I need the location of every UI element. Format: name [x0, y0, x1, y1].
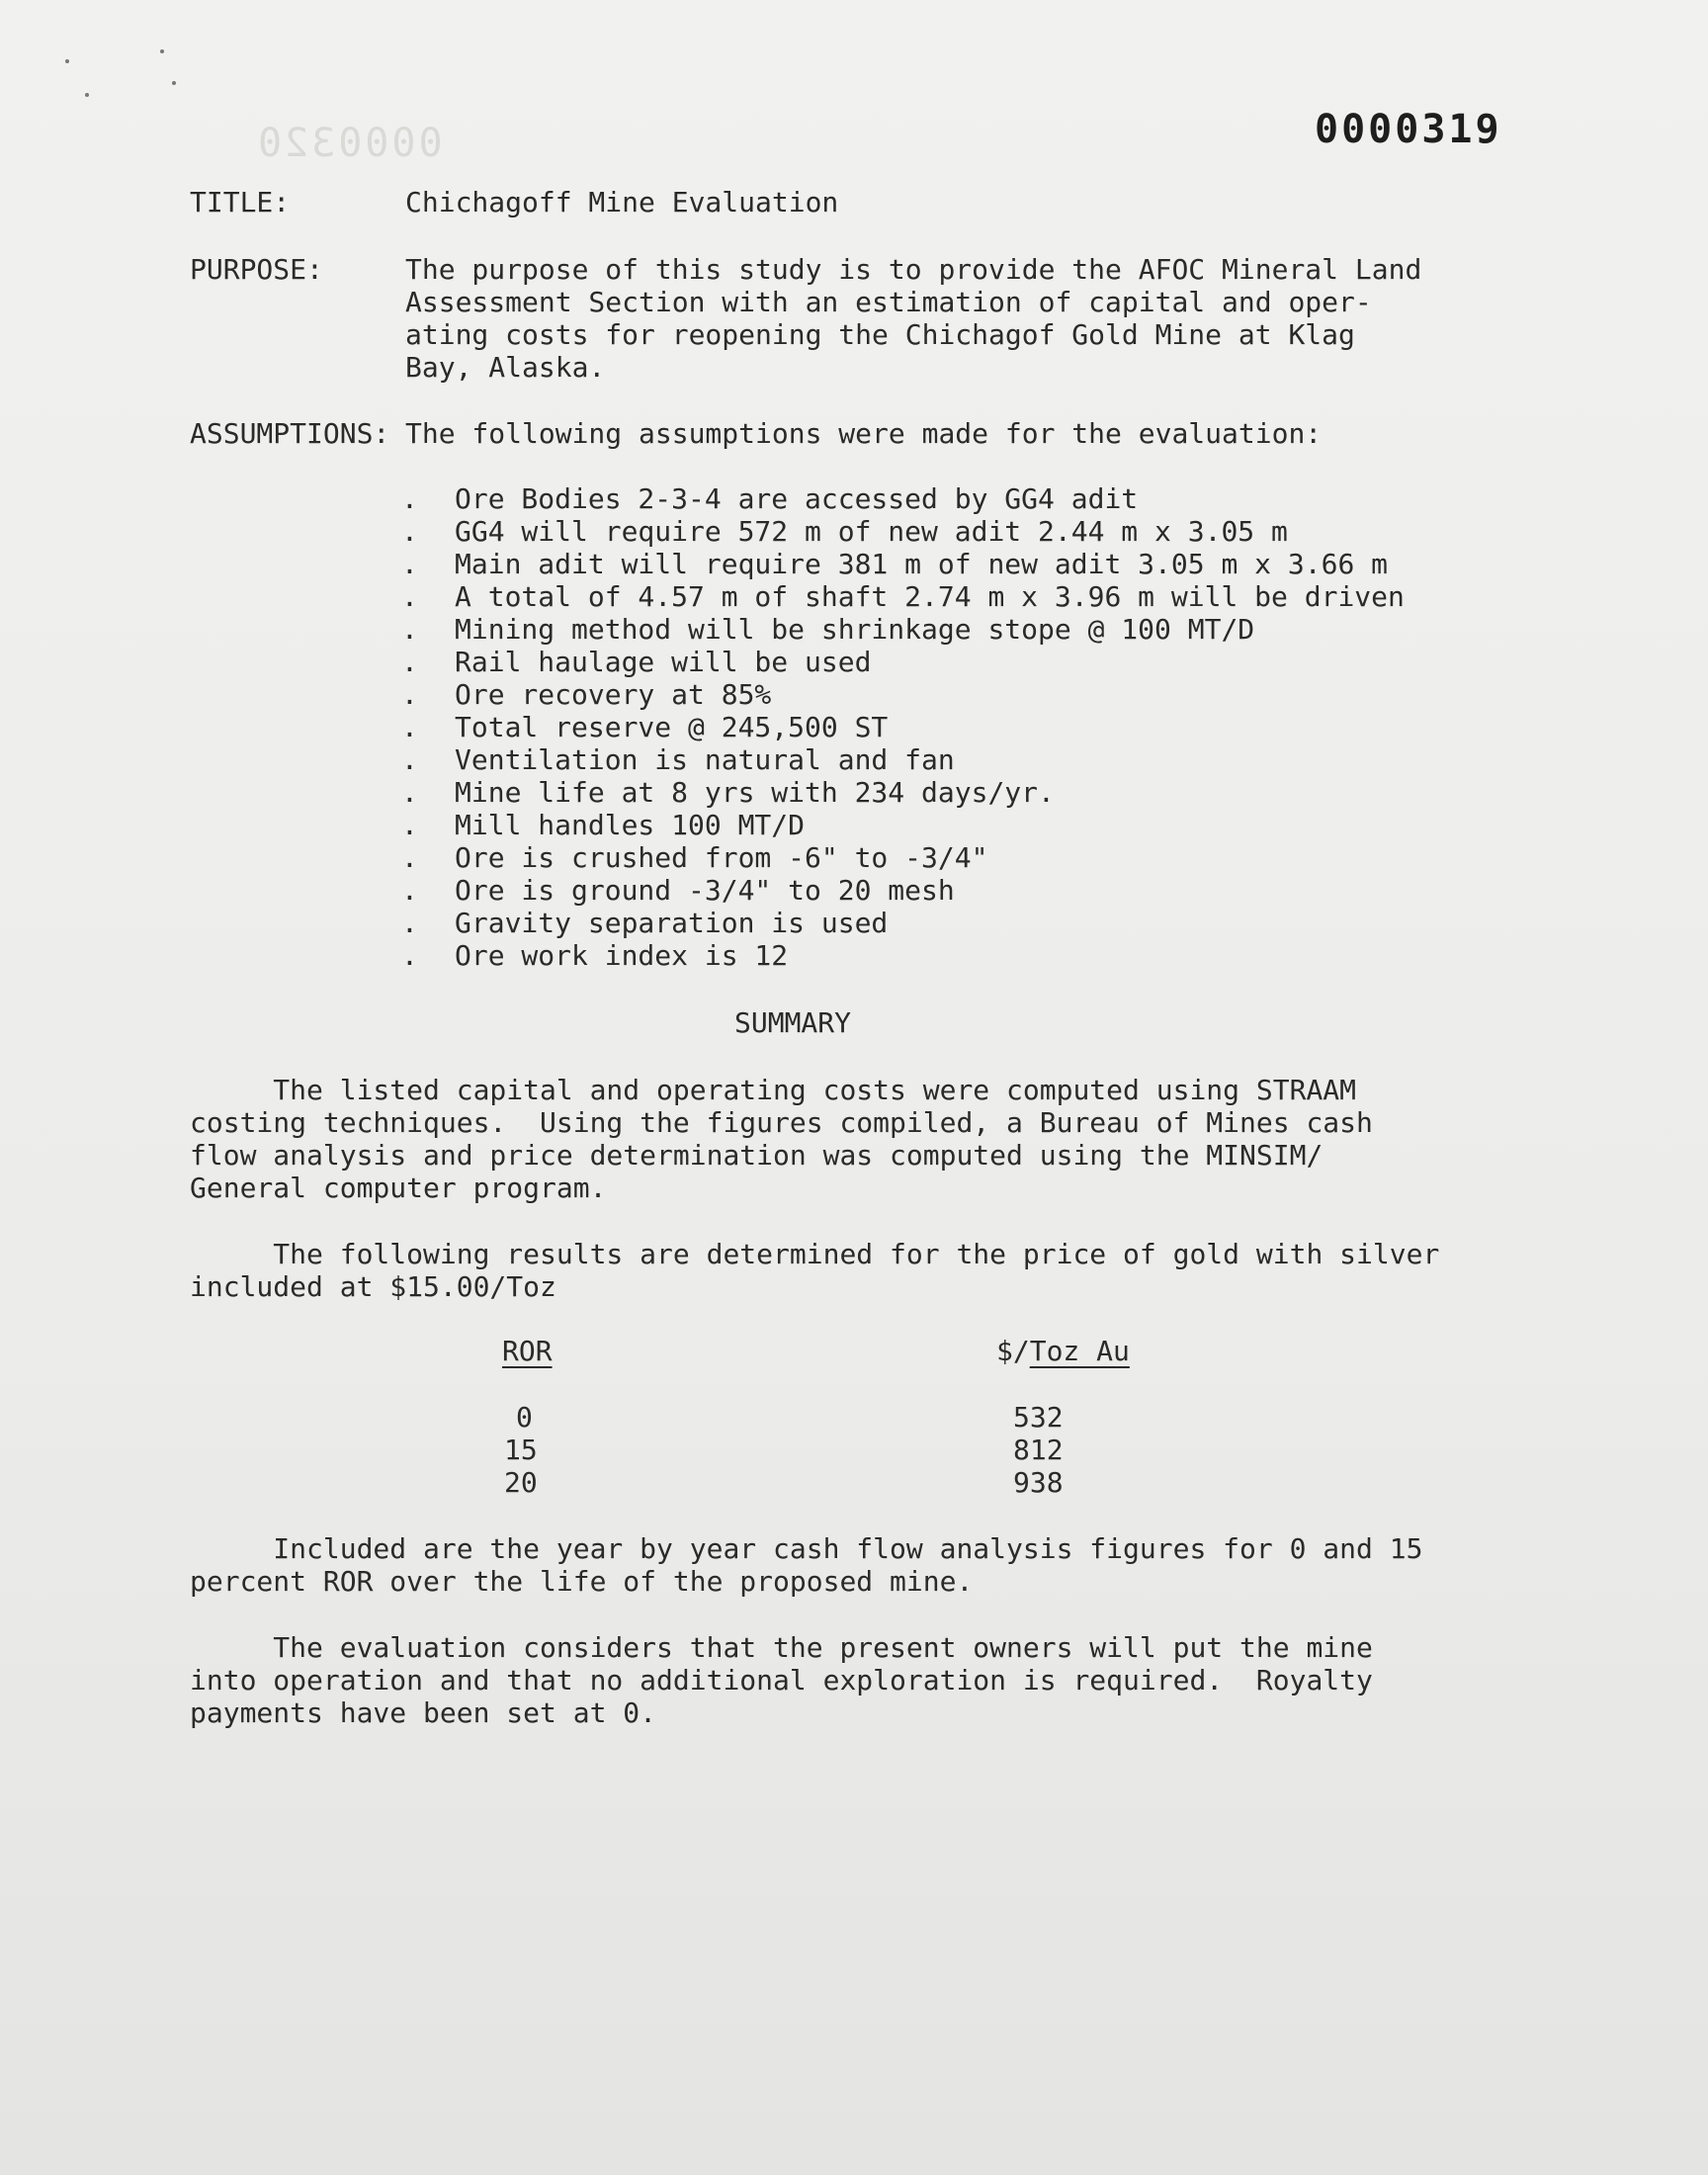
- title-value: Chichagoff Mine Evaluation: [405, 186, 839, 218]
- assumption-item: . Mill handles 100 MT/D: [401, 809, 806, 841]
- assumption-item: . Total reserve @ 245,500 ST: [401, 711, 889, 743]
- summary-heading: SUMMARY: [734, 1006, 852, 1039]
- assumption-item: . Ore is crushed from -6" to -3/4": [401, 841, 988, 874]
- page-number: 0000319: [1315, 107, 1502, 152]
- assumption-item: . Ore is ground -3/4" to 20 mesh: [401, 874, 955, 907]
- table-cell-ror: 20: [504, 1466, 538, 1499]
- purpose-label: PURPOSE:: [190, 253, 323, 286]
- assumptions-label: ASSUMPTIONS:: [190, 417, 390, 450]
- table-cell-price: 938: [1013, 1466, 1064, 1499]
- summary-paragraph-line: costing techniques. Using the figures compiled, a Bureau of Mines cash: [190, 1106, 1373, 1139]
- table-header-price-main: Toz Au: [1029, 1335, 1130, 1367]
- scan-speck: [65, 59, 69, 63]
- assumptions-intro: The following assumptions were made for the evaluation:: [405, 417, 1323, 450]
- summary-paragraph-line: The listed capital and operating costs were computed using STRAAM: [190, 1074, 1357, 1106]
- assumption-item: . Rail haulage will be used: [401, 646, 872, 678]
- assumption-item: . Ore Bodies 2-3-4 are accessed by GG4 adit: [401, 482, 1139, 515]
- assumption-item: . Gravity separation is used: [401, 907, 889, 939]
- assumption-item: . A total of 4.57 m of shaft 2.74 m x 3.96 m will be driven: [401, 580, 1405, 613]
- summary-paragraph-line: flow analysis and price determination was computed using the MINSIM/: [190, 1139, 1324, 1172]
- table-cell-price: 532: [1013, 1401, 1064, 1434]
- assumption-item: . Mine life at 8 yrs with 234 days/yr.: [401, 776, 1055, 809]
- summary-paragraph-line: payments have been set at 0.: [190, 1696, 657, 1729]
- table-header-price: [996, 1335, 1130, 1368]
- scan-speck: [85, 93, 89, 97]
- table-cell-ror: 0: [516, 1401, 533, 1434]
- summary-paragraph-line: The following results are determined for the price of gold with silver: [190, 1238, 1440, 1270]
- table-header-ror: ROR: [502, 1335, 553, 1367]
- purpose-line: The purpose of this study is to provide the AFOC Mineral Land: [405, 253, 1422, 286]
- assumption-item: . Mining method will be shrinkage stope @ 100 MT/D: [401, 613, 1255, 646]
- assumption-item: . Main adit will require 381 m of new adit 3.05 m x 3.66 m: [401, 548, 1389, 580]
- summary-paragraph-line: General computer program.: [190, 1172, 607, 1204]
- title-label: TITLE:: [190, 186, 291, 218]
- table-header-price-prefix: $/: [996, 1335, 1030, 1367]
- summary-paragraph-line: Included are the year by year cash flow analysis figures for 0 and 15: [190, 1532, 1423, 1565]
- ghost-page-number: 0000320: [255, 121, 443, 166]
- scan-speck: [172, 81, 176, 85]
- assumption-item: . Ore recovery at 85%: [401, 678, 772, 711]
- table-cell-price: 812: [1013, 1434, 1064, 1466]
- summary-paragraph-line: percent ROR over the life of the proposed mine.: [190, 1565, 974, 1598]
- summary-paragraph-line: included at $15.00/Toz: [190, 1270, 556, 1303]
- summary-paragraph-line: into operation and that no additional exploration is required. Royalty: [190, 1664, 1373, 1696]
- assumption-item: . Ventilation is natural and fan: [401, 743, 955, 776]
- table-cell-ror: 15: [504, 1434, 538, 1466]
- purpose-line: Bay, Alaska.: [405, 351, 606, 384]
- scan-speck: [160, 49, 164, 53]
- assumption-item: . GG4 will require 572 m of new adit 2.44 m x 3.05 m: [401, 515, 1288, 548]
- summary-paragraph-line: The evaluation considers that the present owners will put the mine: [190, 1631, 1373, 1664]
- assumption-item: . Ore work index is 12: [401, 939, 789, 972]
- purpose-line: Assessment Section with an estimation of capital and oper-: [405, 286, 1372, 318]
- purpose-line: ating costs for reopening the Chichagof Gold Mine at Klag: [405, 318, 1355, 351]
